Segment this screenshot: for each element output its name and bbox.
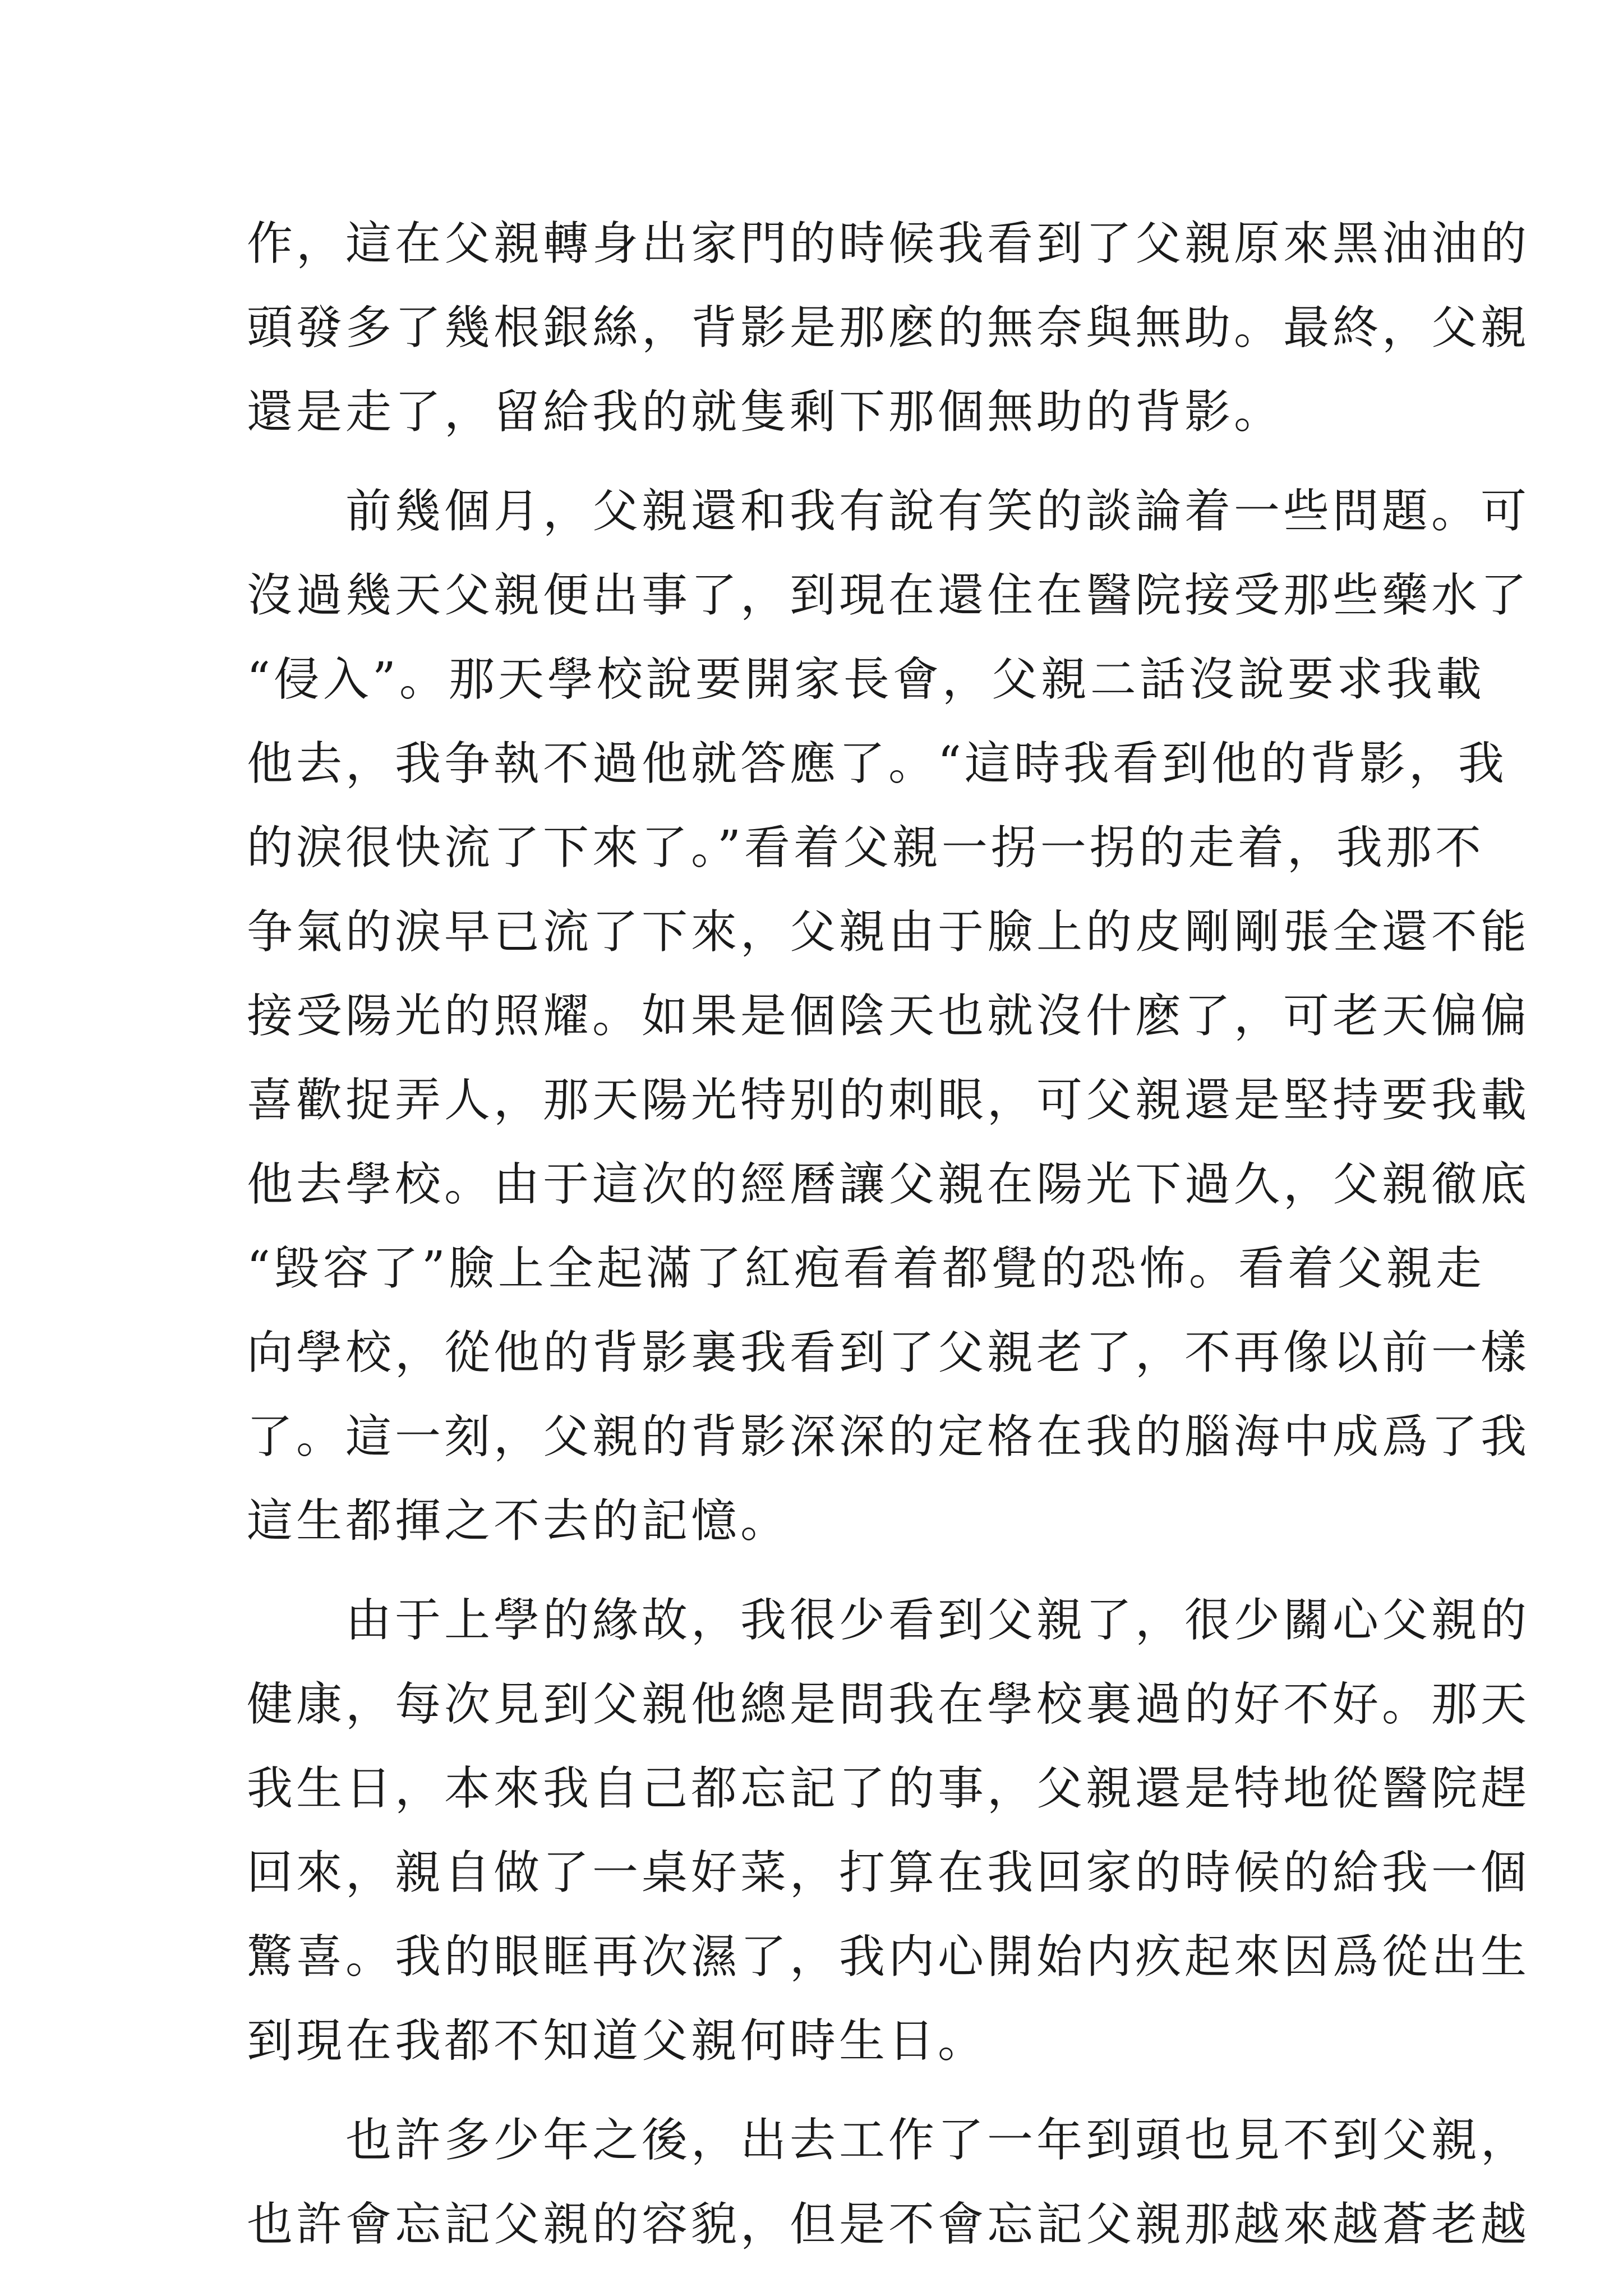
paragraph-start-line: 也許多少年之後，出去工作了一年到頭也見不到父親， <box>247 2114 1530 2167</box>
text-line: 也許會忘記父親的容貌，但是不會忘記父親那越來越蒼老越 <box>247 2198 1530 2251</box>
text-line: 了。這一刻，父親的背影深深的定格在我的腦海中成爲了我 <box>247 1410 1530 1464</box>
text-line: 向學校，從他的背影裏我看到了父親老了，不再像以前一樣 <box>247 1326 1530 1379</box>
text-line: 我生日，本來我自己都忘記了的事，父親還是特地從醫院趕 <box>247 1762 1530 1815</box>
text-line: 還是走了，留給我的就隻剩下那個無助的背影。 <box>247 385 1284 439</box>
text-line: 他去，我争執不過他就答應了。“這時我看到他的背影，我 <box>247 737 1507 790</box>
text-line: 頭發多了幾根銀絲，背影是那麽的無奈與無助。最終，父親 <box>247 301 1530 355</box>
text-line: 回來，親自做了一桌好菜，打算在我回家的時候的給我一個 <box>247 1846 1530 1899</box>
text-line: “侵入”。那天學校說要開家長會，父親二話沒說要求我載 <box>247 653 1485 706</box>
text-line: 作，這在父親轉身出家門的時候我看到了父親原來黑油油的 <box>247 217 1530 270</box>
text-line: 的淚很快流了下來了。”看着父親一拐一拐的走着，我那不 <box>247 821 1484 875</box>
text-line: 喜歡捉弄人，那天陽光特别的刺眼，可父親還是堅持要我載 <box>247 1074 1530 1127</box>
essay-body <box>247 202 1530 2267</box>
text-line: 驚喜。我的眼眶再次濕了，我内心開始内疚起來因爲從出生 <box>247 1930 1530 1984</box>
paragraph-start-line: 由于上學的緣故，我很少看到父親了，很少關心父親的 <box>247 1594 1530 1647</box>
text-line: 到現在我都不知道父親何時生日。 <box>247 2014 988 2068</box>
text-line: “毀容了”臉上全起滿了紅疱看着都覺的恐怖。看着父親走 <box>247 1242 1485 1295</box>
text-line: 他去學校。由于這次的經曆讓父親在陽光下過久，父親徹底 <box>247 1158 1530 1211</box>
text-line: 健康，每次見到父親他總是問我在學校裏過的好不好。那天 <box>247 1678 1530 1731</box>
text-line: 沒過幾天父親便出事了，到現在還住在醫院接受那些藥水了 <box>247 569 1530 622</box>
text-line: 這生都揮之不去的記憶。 <box>247 1494 790 1548</box>
text-line: 接受陽光的照耀。如果是個陰天也就沒什麽了，可老天偏偏 <box>247 990 1530 1043</box>
paragraph-start-line: 前幾個月，父親還和我有說有笑的談論着一些問題。可 <box>247 485 1530 538</box>
text-line: 争氣的淚早已流了下來，父親由于臉上的皮剛剛張全還不能 <box>247 905 1530 959</box>
